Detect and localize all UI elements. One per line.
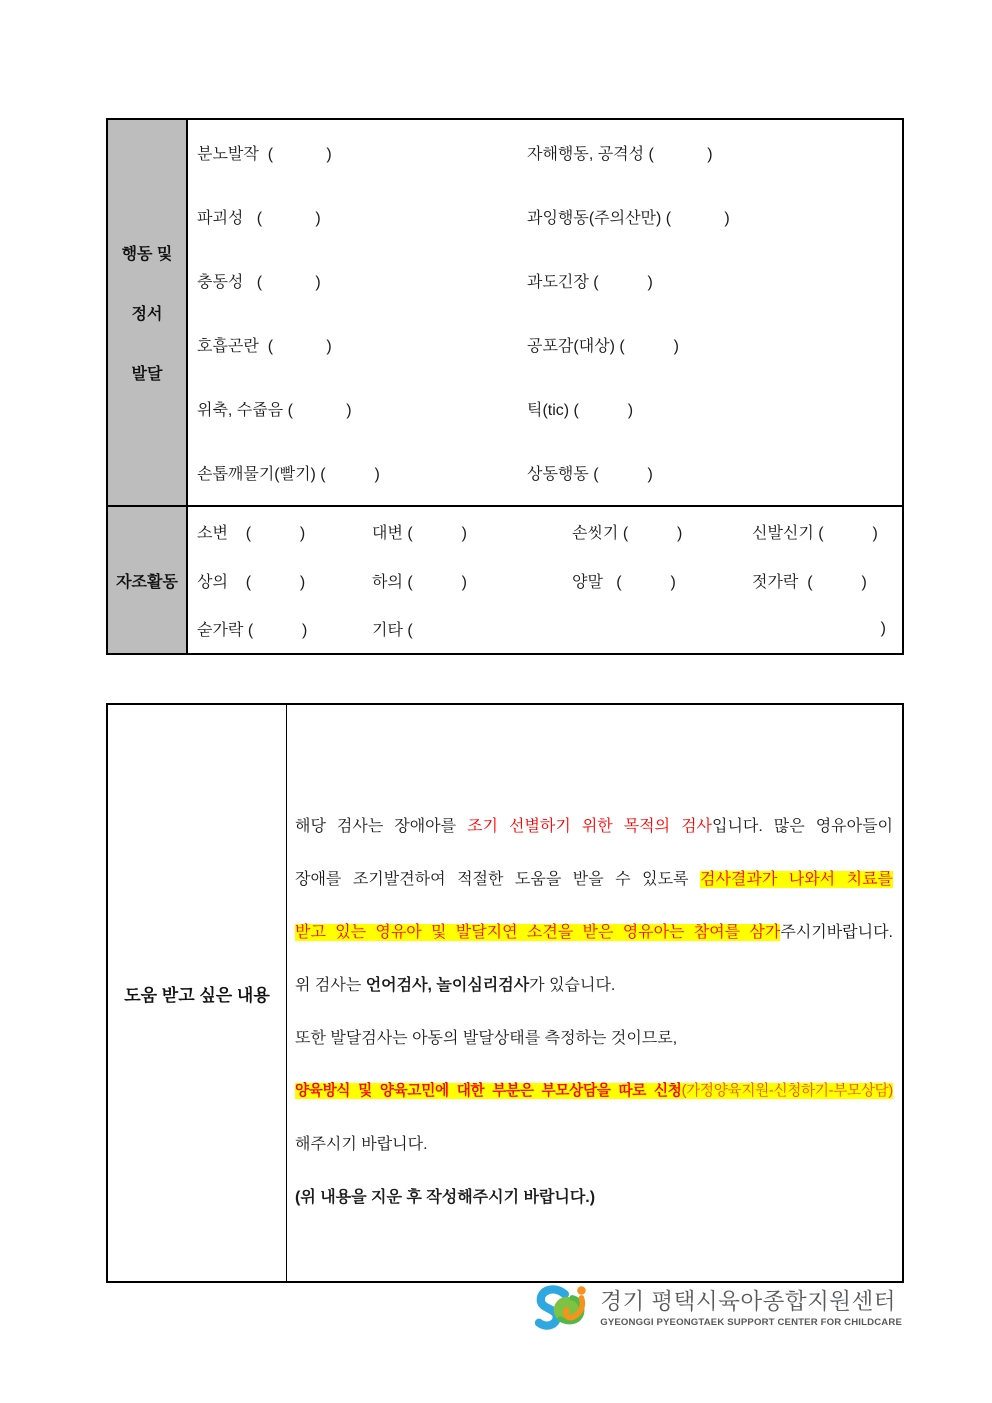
selfhelp-header-label: 자조활동 bbox=[116, 573, 178, 591]
behavior-item: 충동성 ( ) bbox=[197, 273, 321, 291]
selfhelp-item: 기타 ( bbox=[372, 622, 413, 640]
behavior-item: 과도긴장 ( ) bbox=[527, 273, 653, 291]
text-segment: 주시기바랍니다. bbox=[780, 924, 893, 941]
behavior-row bbox=[197, 248, 902, 312]
help-text-line bbox=[295, 1012, 893, 1065]
behavior-header bbox=[108, 120, 188, 505]
text-segment: 입니다. 많은 영유아들이 bbox=[712, 818, 893, 835]
behavior-item: 틱(tic) ( ) bbox=[527, 402, 634, 420]
text-segment: 양육방식 및 양육고민에 대한 부분은 부모상담을 따로 신청 bbox=[295, 1083, 682, 1099]
help-header bbox=[108, 705, 287, 1281]
text-segment: 받고 있는 영유아 및 발달지연 소견을 받은 영유아는 참여를 삼가 bbox=[295, 924, 781, 941]
help-text-line bbox=[295, 1171, 893, 1224]
text-segment: 조기 선별하기 위한 목적의 검사 bbox=[467, 818, 712, 835]
selfhelp-band bbox=[108, 507, 902, 653]
selfhelp-row bbox=[197, 556, 902, 605]
text-segment: 위 검사는 bbox=[295, 977, 366, 994]
text-segment: 또한 발달검사는 아동의 발달상태를 측정하는 것이므로, bbox=[295, 1030, 678, 1047]
selfhelp-item: 소변 ( ) bbox=[197, 524, 306, 542]
behavior-row bbox=[197, 313, 902, 377]
text-segment: 해주시기 바랍니다. bbox=[295, 1136, 428, 1153]
selfhelp-item: 손씻기 ( ) bbox=[572, 524, 683, 542]
help-header-label: 도움 받고 싶은 내용 bbox=[124, 985, 270, 1005]
selfhelp-item: 신발신기 ( ) bbox=[752, 524, 878, 542]
behavior-item: 손톱깨물기(빨기) ( ) bbox=[197, 466, 380, 484]
selfhelp-item: 하의 ( ) bbox=[372, 573, 467, 591]
behavior-item: 위축, 수줍음 ( ) bbox=[197, 402, 352, 420]
selfhelp-item: 대변 ( ) bbox=[372, 524, 467, 542]
text-segment: 해당 검사는 장애아를 bbox=[295, 818, 468, 835]
behavior-items bbox=[188, 120, 902, 505]
behavior-item: 분노발작 ( ) bbox=[197, 145, 332, 163]
selfhelp-row bbox=[197, 604, 902, 653]
behavior-item: 자해행동, 공격성 ( ) bbox=[527, 145, 713, 163]
help-content bbox=[287, 705, 902, 1281]
selfhelp-item: 젓가락 ( ) bbox=[752, 573, 867, 591]
selfhelp-header bbox=[108, 507, 188, 653]
behavior-band bbox=[108, 120, 902, 507]
selfhelp-item: 상의 ( ) bbox=[197, 573, 306, 591]
behavior-item: 상동행동 ( ) bbox=[527, 466, 653, 484]
text-segment: 가 있습니다. bbox=[529, 977, 616, 994]
behavior-item: 파괴성 ( ) bbox=[197, 209, 321, 227]
help-text-line bbox=[295, 853, 893, 906]
behavior-row bbox=[197, 184, 902, 248]
selfhelp-item: 숟가락 ( ) bbox=[197, 622, 308, 640]
help-table bbox=[106, 703, 904, 1283]
text-segment: (가정양육지원-신청하기-부모상담) bbox=[681, 1083, 893, 1099]
behavior-row bbox=[197, 441, 902, 505]
help-text-line bbox=[295, 906, 893, 959]
org-name-english: GYEONGGI PYEONGTAEK SUPPORT CENTER FOR CHILDCARE bbox=[600, 1316, 902, 1328]
selfhelp-items bbox=[188, 507, 902, 653]
selfhelp-item: 양말 ( ) bbox=[572, 573, 676, 591]
behavior-row bbox=[197, 377, 902, 441]
help-text-line bbox=[295, 1065, 893, 1118]
org-name-block bbox=[600, 1289, 902, 1328]
behavior-item: 호흡곤란 ( ) bbox=[197, 338, 332, 356]
behavior-emotion-table bbox=[106, 118, 904, 655]
selfhelp-item: ) bbox=[880, 619, 886, 637]
behavior-header-line3: 발달 bbox=[131, 366, 163, 383]
org-name-korean: 경기 평택시육아종합지원센터 bbox=[600, 1288, 897, 1314]
help-text-line bbox=[295, 959, 893, 1012]
text-segment: (위 내용을 지운 후 작성해주시기 바랍니다.) bbox=[295, 1189, 596, 1206]
text-segment: 장애를 조기발견하여 적절한 도움을 받을 수 있도록 bbox=[295, 871, 700, 888]
behavior-header-line2: 정서 bbox=[131, 306, 163, 323]
text-segment: 검사결과가 나와서 치료를 bbox=[700, 871, 893, 888]
selfhelp-row bbox=[197, 507, 902, 556]
help-text-line bbox=[295, 1118, 893, 1171]
help-text-line bbox=[295, 800, 893, 853]
behavior-item: 공포감(대상) ( ) bbox=[527, 338, 679, 356]
behavior-header-line1: 행동 및 bbox=[121, 246, 173, 263]
behavior-row bbox=[197, 120, 902, 184]
behavior-item: 과잉행동(주의산만) ( ) bbox=[527, 209, 730, 227]
text-segment: 언어검사, 놀이심리검사 bbox=[365, 977, 530, 994]
org-logo bbox=[533, 1284, 902, 1332]
childcare-center-logo-icon bbox=[533, 1284, 593, 1332]
